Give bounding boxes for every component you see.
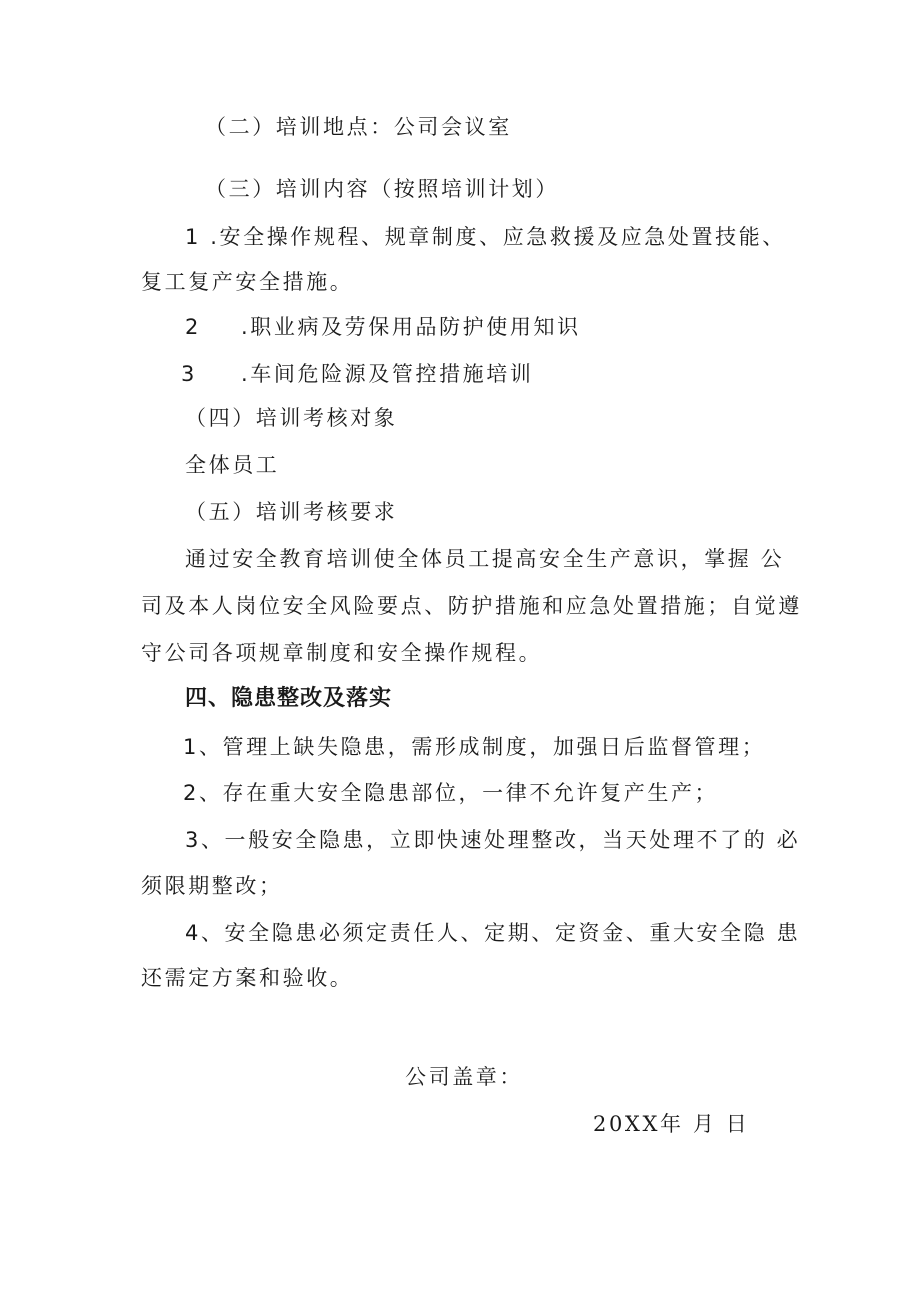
content-item-2-number: 2 xyxy=(185,315,201,339)
content-item-3 xyxy=(181,364,533,385)
content-item-2 xyxy=(185,317,581,338)
requirement-paragraph-line-3: 守公司各项规章制度和安全操作规程。 xyxy=(141,641,543,665)
requirement-paragraph-line-2: 司及本人岗位安全风险要点、防护措施和应急处置措施；自觉遵 xyxy=(141,594,802,618)
rectification-item-3: 3、一般安全隐患，立即快速处理整改，当天处理不了的 必 xyxy=(185,828,801,852)
section-training-content: （三）培训内容（按照培训计划） xyxy=(205,177,559,201)
rectification-item-3-continued: 须限期整改； xyxy=(141,874,283,898)
content-item-1: 1 .安全操作规程、规章制度、应急救援及应急处置技能、 xyxy=(185,225,786,249)
section-assessment-target: （四）培训考核对象 xyxy=(185,406,398,430)
requirement-paragraph-line-1: 通过安全教育培训使全体员工提高安全生产意识，掌握 公 xyxy=(185,547,785,571)
content-item-2-text: .职业病及劳保用品防护使用知识 xyxy=(241,315,581,339)
content-item-3-number: 3 xyxy=(181,362,197,386)
rectification-item-1: 1、管理上缺失隐患，需形成制度，加强日后监督管理； xyxy=(183,735,766,759)
assessment-target-value: 全体员工 xyxy=(185,453,280,477)
document-date: 20XX年 月 日 xyxy=(593,1112,750,1136)
content-item-3-text: .车间危险源及管控措施培训 xyxy=(241,362,534,386)
section-training-location: （二）培训地点：公司会议室 xyxy=(205,115,512,139)
section-heading-hazard-rectification: 四、隐患整改及落实 xyxy=(185,686,393,711)
content-item-1-continued: 复工复产安全措施。 xyxy=(141,270,354,294)
rectification-item-4: 4、安全隐患必须定责任人、定期、定资金、重大安全隐 患 xyxy=(185,921,801,945)
section-assessment-requirement: （五）培训考核要求 xyxy=(185,500,398,524)
company-seal-label: 公司盖章： xyxy=(405,1065,523,1089)
rectification-item-4-continued: 还需定方案和验收。 xyxy=(141,966,354,990)
rectification-item-2: 2、存在重大安全隐患部位，一律不允许复产生产； xyxy=(183,781,719,805)
